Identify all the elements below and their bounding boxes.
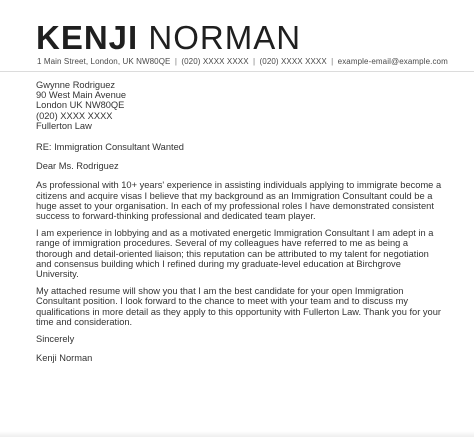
page-bottom-shadow — [0, 431, 474, 437]
applicant-name-heading — [36, 18, 301, 58]
contact-separator: | — [252, 57, 256, 66]
contact-separator: | — [174, 57, 178, 66]
recipient-company: Fullerton Law — [36, 120, 92, 131]
letter-paragraph-1: As professional with 10+ years' experience in assisting individuals applying to immigrate become a citizens and acquire visas I believe that my background as an Immigration Consultant could be a huge asset to your organisation. In each of my professional roles I have demonstrated consistent success to forward-thinking professional and dedicated team player. — [36, 180, 442, 222]
contact-phone-2: (020) XXXX XXXX — [259, 57, 327, 66]
letter-paragraph-3: My attached resume will show you that I am the best candidate for your open Immigration Consultant position. I look forward to the chance to meet with your team and to discuss my qualifications in more detail as they apply to this opportunity with Fullerton Law. Thank you for your time and consideration. — [36, 286, 441, 327]
contact-line — [37, 57, 448, 66]
letter-paragraph-2: I am experience in lobbying and as a motivated energetic Immigration Consultant I am adept in a range of immigration procedures. Several of my colleagues have referred to me as being a thorough and detail-oriented liaison; this reputation can be attributed to my talent for negotiation and consensus building which I refined during my graduate-level education at Birchgrove University. — [36, 228, 434, 280]
letter-salutation: Dear Ms. Rodriguez — [36, 161, 119, 172]
contact-phone-1: (020) XXXX XXXX — [181, 57, 249, 66]
letter-subject: RE: Immigration Consultant Wanted — [36, 142, 184, 153]
letter-body — [36, 80, 446, 363]
applicant-first-name: KENJI — [36, 19, 139, 56]
letter-closing: Sincerely — [36, 334, 75, 345]
contact-email: example-email@example.com — [337, 57, 448, 66]
recipient-address-block — [36, 80, 446, 131]
header-divider — [0, 71, 474, 72]
recipient-city: London UK NW80QE — [36, 100, 125, 111]
recipient-name: Gwynne Rodriguez — [36, 80, 116, 90]
applicant-last-name: NORMAN — [148, 19, 302, 56]
recipient-phone: (020) XXXX XXXX — [36, 110, 113, 121]
contact-address: 1 Main Street, London, UK NW80QE — [37, 57, 171, 66]
recipient-street: 90 West Main Avenue — [36, 90, 127, 101]
letter-signature: Kenji Norman — [36, 353, 93, 364]
contact-separator: | — [331, 57, 334, 66]
